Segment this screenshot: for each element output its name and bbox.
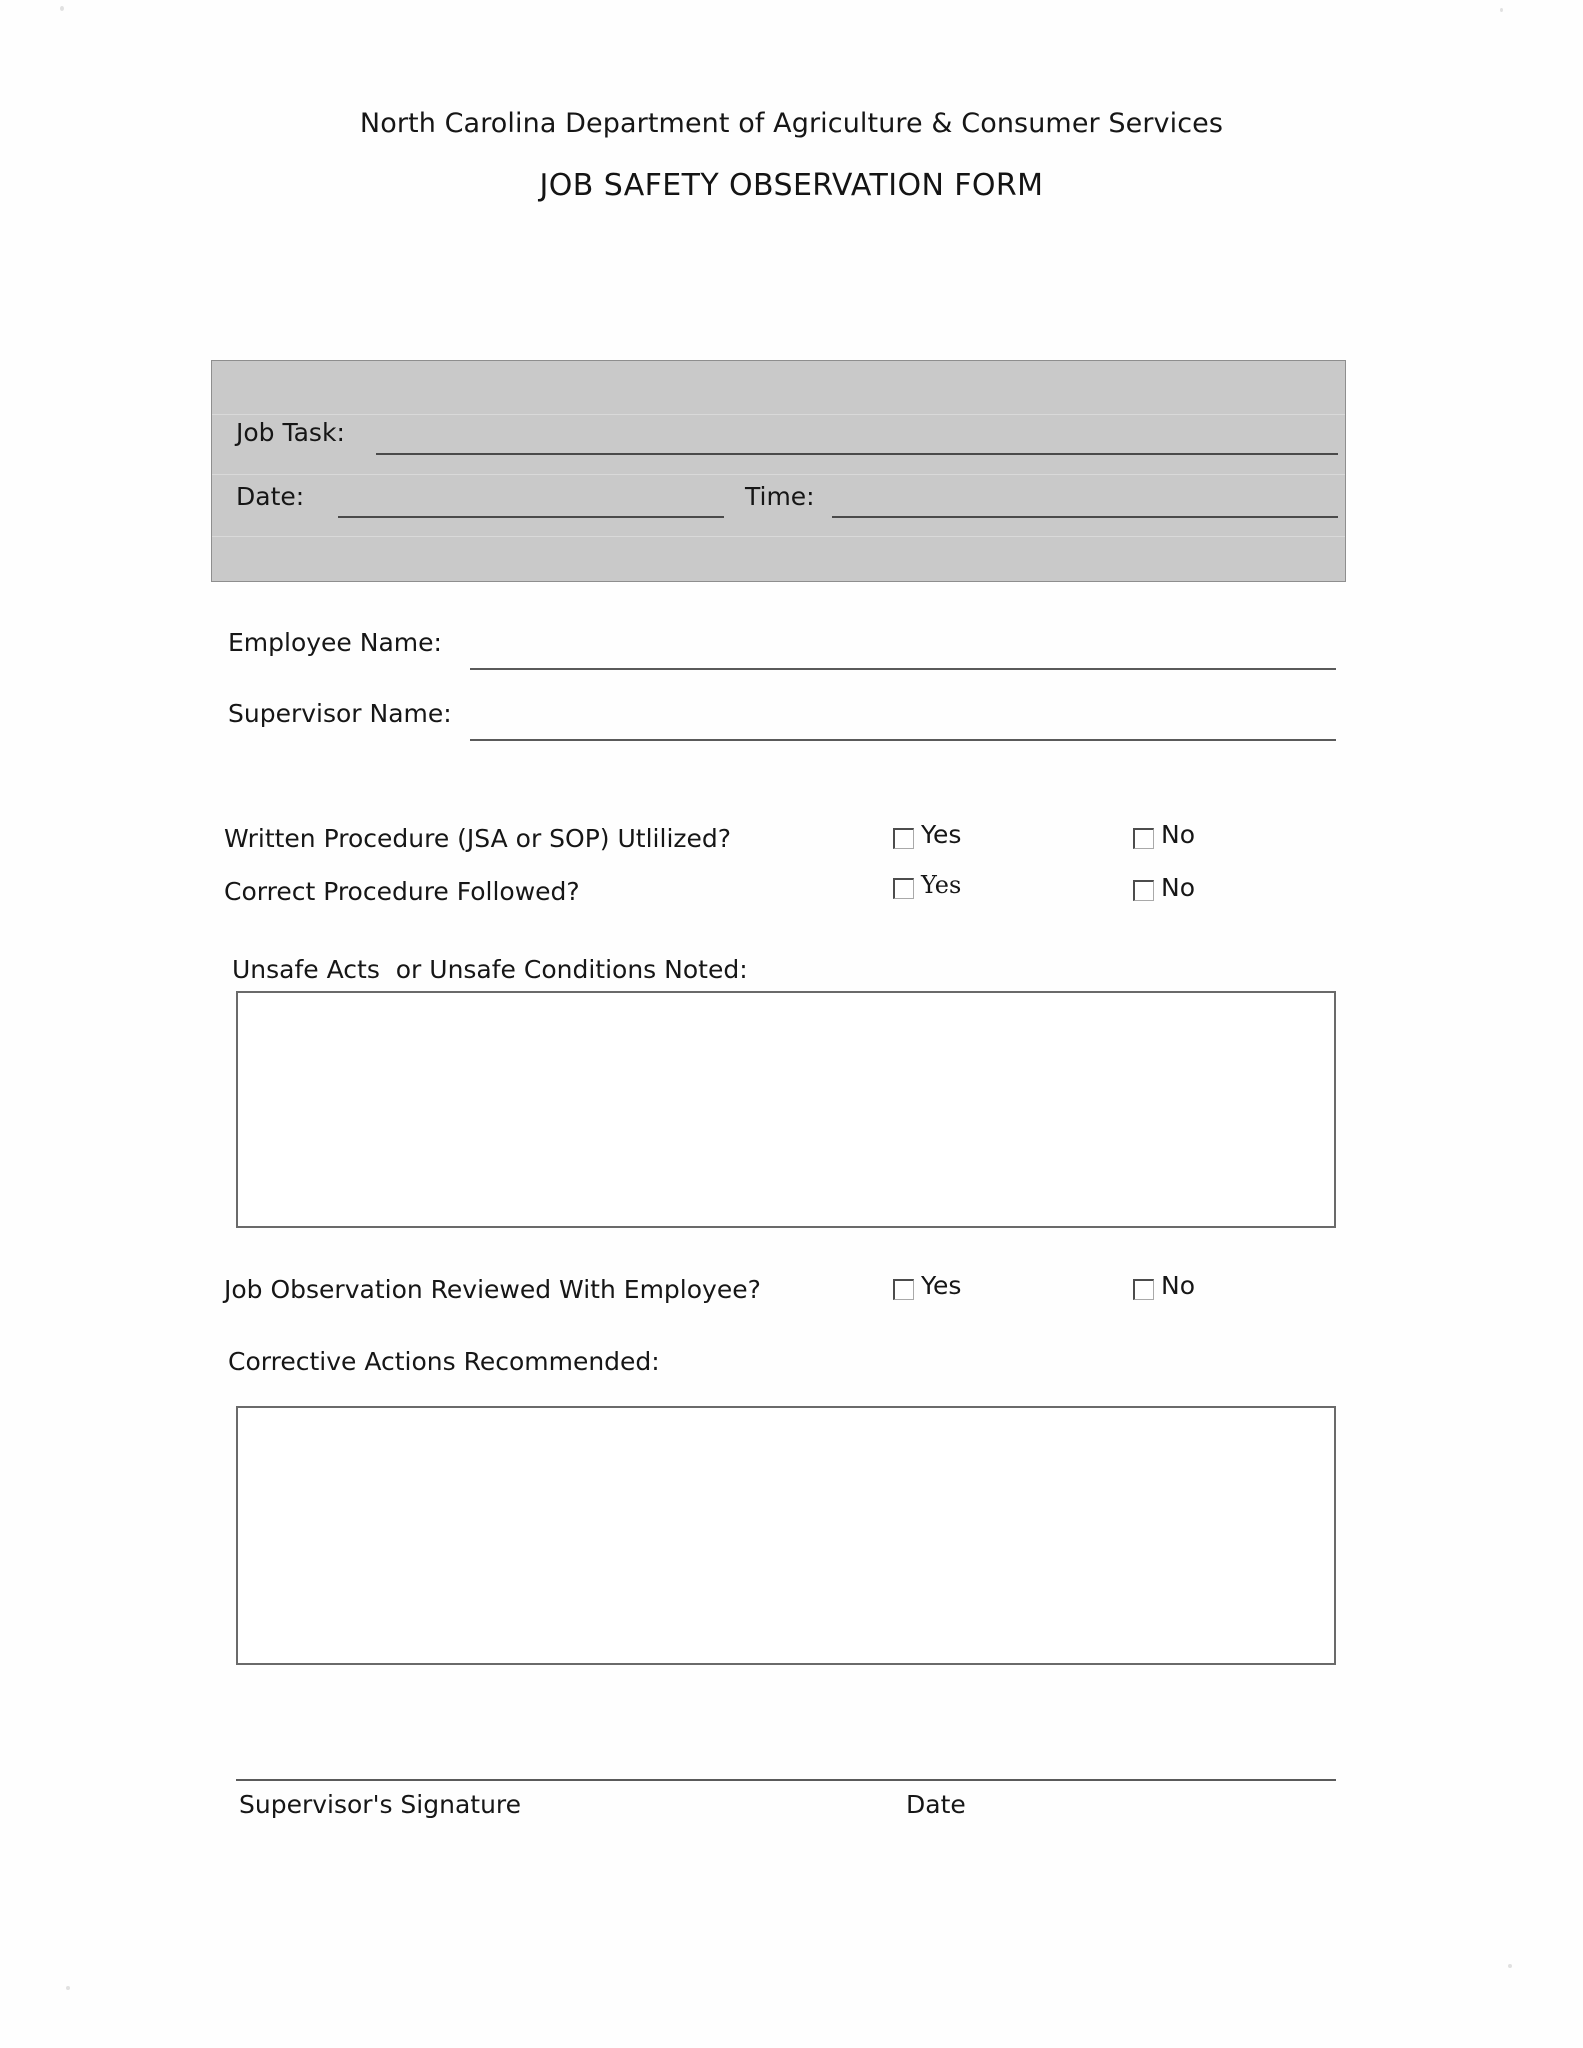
question-written-procedure: Written Procedure (JSA or SOP) Utlilized? — [224, 824, 732, 853]
supervisor-name-input[interactable] — [470, 739, 1336, 741]
date-input[interactable] — [338, 516, 724, 518]
checkbox-reviewed-yes[interactable] — [893, 1279, 914, 1300]
job-task-label: Job Task: — [236, 418, 345, 447]
checkbox-written-procedure-yes-label: Yes — [921, 820, 962, 849]
page-title-agency: North Carolina Department of Agriculture & Consumer Services — [359, 108, 1224, 139]
checkbox-written-procedure-yes[interactable] — [893, 828, 914, 849]
gray-divider — [212, 536, 1345, 537]
checkbox-reviewed-no[interactable] — [1133, 1279, 1154, 1300]
employee-name-label: Employee Name: — [228, 628, 442, 657]
checkbox-correct-procedure-yes-label: Yes — [921, 871, 962, 899]
checkbox-correct-procedure-no-label: No — [1161, 873, 1195, 902]
checkbox-written-procedure-no[interactable] — [1133, 828, 1154, 849]
checkbox-correct-procedure-yes[interactable] — [893, 878, 914, 899]
page-title-form: JOB SAFETY OBSERVATION FORM — [539, 168, 1044, 203]
supervisor-name-label: Supervisor Name: — [228, 699, 452, 728]
checkbox-correct-procedure-no[interactable] — [1133, 880, 1154, 901]
question-job-observation-reviewed: Job Observation Reviewed With Employee? — [224, 1275, 761, 1304]
signature-date-label: Date — [906, 1790, 966, 1819]
header-gray-block — [211, 360, 1346, 582]
checkbox-reviewed-no-label: No — [1161, 1271, 1195, 1300]
scan-speck — [66, 1986, 70, 1990]
supervisor-signature-label: Supervisor's Signature — [239, 1790, 522, 1819]
time-label: Time: — [745, 482, 815, 511]
scan-speck — [60, 6, 64, 11]
corrective-actions-label: Corrective Actions Recommended: — [228, 1347, 660, 1376]
date-label: Date: — [236, 482, 305, 511]
scan-speck — [1508, 1964, 1512, 1968]
question-correct-procedure: Correct Procedure Followed? — [224, 877, 580, 906]
corrective-actions-textarea[interactable] — [236, 1406, 1336, 1665]
supervisor-signature-input[interactable] — [236, 1779, 1336, 1781]
gray-divider — [212, 414, 1345, 415]
scan-speck — [1500, 8, 1503, 12]
unsafe-acts-label: Unsafe Acts or Unsafe Conditions Noted: — [232, 955, 748, 984]
job-task-input[interactable] — [376, 453, 1338, 455]
checkbox-reviewed-yes-label: Yes — [921, 1271, 962, 1300]
checkbox-written-procedure-no-label: No — [1161, 820, 1195, 849]
employee-name-input[interactable] — [470, 668, 1336, 670]
time-input[interactable] — [832, 516, 1338, 518]
gray-divider — [212, 474, 1345, 475]
unsafe-acts-textarea[interactable] — [236, 991, 1336, 1228]
